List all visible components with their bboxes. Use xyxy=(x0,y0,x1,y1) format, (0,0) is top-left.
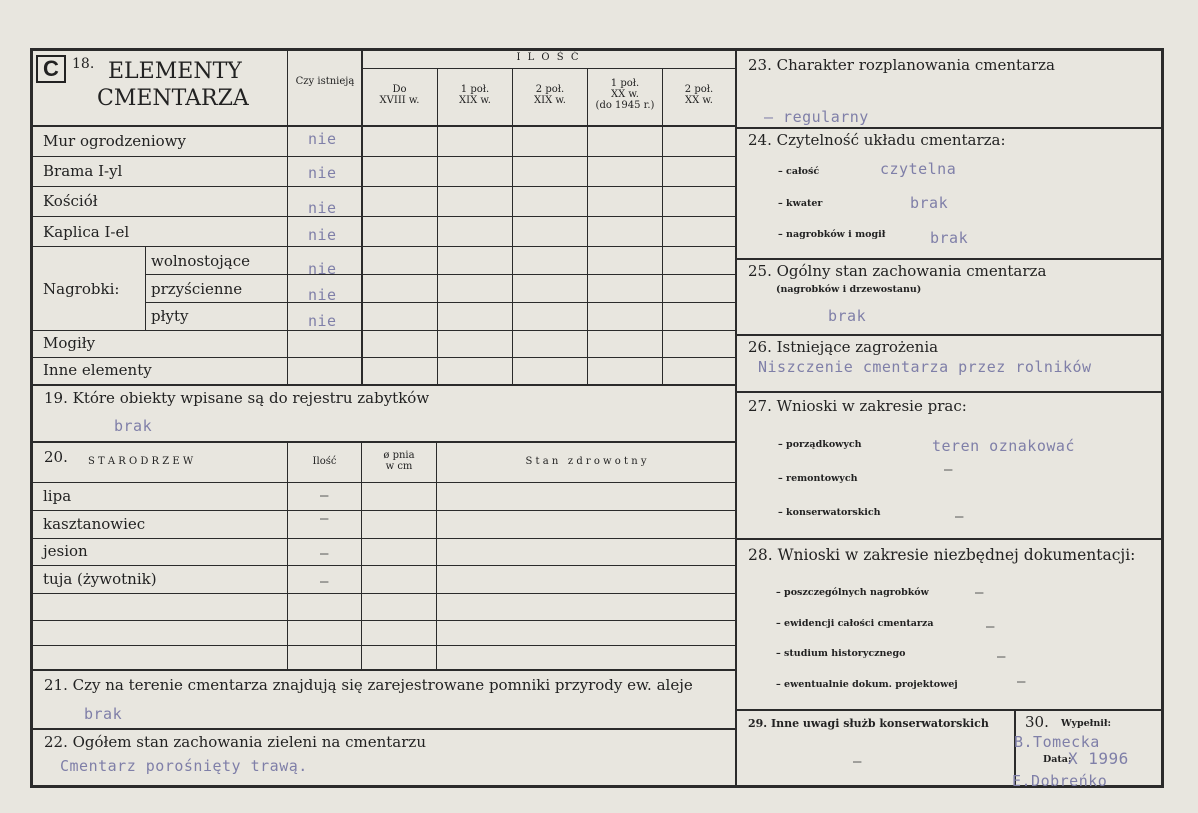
section-number: 18. xyxy=(72,56,95,72)
row-value: nie xyxy=(308,164,337,182)
section-22-value: Cmentarz porośnięty trawą. xyxy=(60,757,308,775)
divider xyxy=(437,69,438,384)
porzadkowych-label: – porządkowych xyxy=(778,439,862,450)
doc-item-value: – xyxy=(986,619,995,635)
section-25-sub: (nagrobków i drzewostanu) xyxy=(776,284,922,295)
tree-name: tuja (żywotnik) xyxy=(43,570,157,588)
divider xyxy=(32,125,735,127)
divider xyxy=(32,728,735,730)
calosc-label: – całość xyxy=(778,166,820,177)
tree-count: – xyxy=(320,546,329,562)
konserwatorskich-value: – xyxy=(955,509,964,525)
divider xyxy=(32,330,735,331)
divider xyxy=(32,357,735,358)
tree-name: lipa xyxy=(43,487,72,505)
doc-item-value: – xyxy=(1017,674,1026,690)
tree-count: – xyxy=(320,511,329,527)
row-value: nie xyxy=(308,286,337,304)
divider xyxy=(32,645,735,646)
doc-item-label: – ewentualnie dokum. projektowej xyxy=(776,679,958,690)
row-label: Kaplica I-el xyxy=(43,223,130,241)
section-29-label: 29. Inne uwagi służb konserwatorskich xyxy=(748,717,989,730)
divider xyxy=(32,620,735,621)
column-header: 2 poł. XIX w. xyxy=(534,84,566,106)
section-title: CMENTARZA xyxy=(97,86,249,111)
section-24-label: 24. Czytelność układu cmentarza: xyxy=(748,131,1006,149)
divider xyxy=(32,482,735,483)
starodrzew-header: S T A R O D R Z E W xyxy=(88,456,194,467)
remontowych-value: – xyxy=(944,462,953,478)
divider xyxy=(736,391,1164,393)
data-value: X 1996 xyxy=(1068,749,1129,768)
tree-name: jesion xyxy=(43,542,88,560)
column-header: 1 poł. XIX w. xyxy=(459,84,491,106)
divider xyxy=(32,246,735,247)
tree-count: – xyxy=(320,574,329,590)
section-19-label: 19. Które obiekty wpisane są do rejestru zabytków xyxy=(44,389,430,407)
row-label: Mogiły xyxy=(43,334,96,352)
row-label: płyty xyxy=(151,307,189,325)
doc-item-value: – xyxy=(997,649,1006,665)
divider xyxy=(361,441,362,670)
row-label: Brama I-yl xyxy=(43,162,123,180)
data-label: Data: xyxy=(1043,754,1072,765)
column-header: 1 poł. XX w. (do 1945 r.) xyxy=(595,78,655,111)
row-label: wolnostojące xyxy=(151,252,250,270)
row-value: nie xyxy=(308,130,337,148)
row-label: Inne elementy xyxy=(43,361,152,379)
divider xyxy=(736,258,1164,260)
section-25-value: brak xyxy=(828,307,867,325)
section-28-label: 28. Wnioski w zakresie niezbędnej dokumentacji: xyxy=(748,546,1136,564)
divider xyxy=(32,565,735,566)
doc-item-value: – xyxy=(975,585,984,601)
doc-item-label: – poszczególnych nagrobków xyxy=(776,587,929,598)
section-23-value: – regularny xyxy=(764,108,869,126)
section-letter-box: C xyxy=(36,55,66,83)
divider xyxy=(32,538,735,539)
wypelnil-label: Wypełnił: xyxy=(1061,718,1112,729)
divider xyxy=(32,510,735,511)
divider xyxy=(32,156,735,157)
divider xyxy=(587,69,588,384)
filled-by-name-2: E.Dobreńko xyxy=(1012,772,1108,790)
row-value: nie xyxy=(308,312,337,330)
section-26-value: Niszczenie cmentarza przez rolników xyxy=(758,358,1092,376)
divider xyxy=(32,593,735,594)
row-label: przyścienne xyxy=(151,280,243,298)
section-19-value: brak xyxy=(114,417,153,435)
row-value: nie xyxy=(308,226,337,244)
kwater-label: – kwater xyxy=(778,198,823,209)
section-title: ELEMENTY xyxy=(108,59,242,84)
stan-header: S t a n z d r o w o t n y xyxy=(525,456,647,467)
section-29-value: – xyxy=(853,754,862,770)
divider xyxy=(736,127,1164,129)
section-27-label: 27. Wnioski w zakresie prac: xyxy=(748,397,967,415)
konserwatorskich-label: – konserwatorskich xyxy=(778,507,881,518)
porzadkowych-value: teren oznakować xyxy=(932,437,1075,455)
ilosc-header: I L O Ś Ć xyxy=(516,52,581,63)
filled-by-name: B.Tomecka xyxy=(1014,733,1100,751)
divider xyxy=(436,441,437,670)
tree-count: – xyxy=(320,488,329,504)
pnia-header: ø pnia w cm xyxy=(383,450,415,472)
czy-istnieja-header: Czy istnieją xyxy=(295,76,355,87)
divider xyxy=(736,334,1164,336)
nagrobkow-label: – nagrobków i mogił xyxy=(778,229,886,240)
divider xyxy=(145,246,146,330)
divider xyxy=(145,302,735,303)
divider xyxy=(736,709,1164,711)
section-21-value: brak xyxy=(84,705,123,723)
calosc-value: czytelna xyxy=(880,160,957,178)
divider xyxy=(735,48,737,788)
section-30-number: 30. xyxy=(1025,713,1049,731)
ilosc-header: Ilość xyxy=(312,456,337,467)
nagrobkow-value: brak xyxy=(930,229,969,247)
row-label: Kościół xyxy=(43,192,98,210)
divider xyxy=(361,68,735,69)
section-22-label: 22. Ogółem stan zachowania zieleni na cmentarzu xyxy=(44,733,426,751)
divider xyxy=(145,274,735,275)
row-value: nie xyxy=(308,260,337,278)
remontowych-label: – remontowych xyxy=(778,473,858,484)
doc-item-label: – studium historycznego xyxy=(776,648,906,659)
section-23-label: 23. Charakter rozplanowania cmentarza xyxy=(748,56,1055,74)
row-value: nie xyxy=(308,199,337,217)
tree-name: kasztanowiec xyxy=(43,515,146,533)
column-header: 2 poł. XX w. xyxy=(684,84,714,106)
row-label: Mur ogrodzeniowy xyxy=(43,132,186,150)
divider xyxy=(32,384,735,386)
divider xyxy=(32,669,735,671)
section-26-label: 26. Istniejące zagrożenia xyxy=(748,338,939,356)
divider xyxy=(287,441,288,670)
doc-item-label: – ewidencji całości cmentarza xyxy=(776,618,934,629)
divider xyxy=(736,538,1164,540)
divider xyxy=(32,441,735,443)
divider xyxy=(662,69,663,384)
section-21-label: 21. Czy na terenie cmentarza znajdują się zarejestrowane pomniki przyrody ew. aleje xyxy=(44,676,693,694)
section-25-label: 25. Ogólny stan zachowania cmentarza xyxy=(748,262,1047,280)
divider xyxy=(32,186,735,187)
section-20-number: 20. xyxy=(44,448,68,466)
nagrobki-label: Nagrobki: xyxy=(43,280,120,298)
column-header: Do XVIII w. xyxy=(379,84,420,106)
divider xyxy=(512,69,513,384)
divider xyxy=(32,216,735,217)
kwater-value: brak xyxy=(910,194,949,212)
